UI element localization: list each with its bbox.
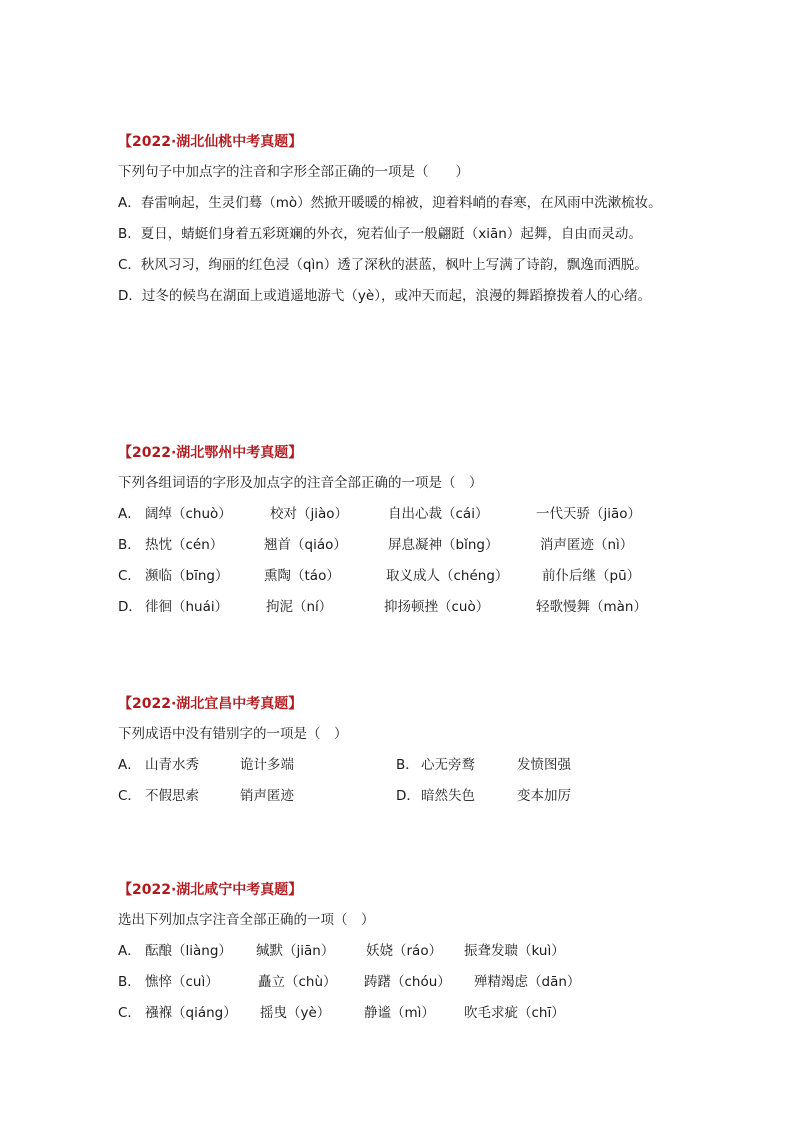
option-item: 抑扬顿挫（cuò） bbox=[384, 599, 490, 615]
option-label: A． bbox=[118, 757, 141, 773]
option-label: C． bbox=[118, 568, 141, 584]
option-label: C． bbox=[118, 788, 141, 804]
option-item: 热忱（cén） bbox=[145, 537, 224, 553]
question-source: 【2022·湖北仙桃中考真题】 bbox=[118, 134, 303, 150]
question-stem: 选出下列加点字注音全部正确的一项（ ） bbox=[118, 912, 375, 928]
question-source: 【2022·湖北鄂州中考真题】 bbox=[118, 445, 303, 461]
option-item: 翘首（qiáo） bbox=[264, 537, 347, 553]
option-item: 销声匿迹 bbox=[240, 788, 294, 804]
question-source: 【2022·湖北宜昌中考真题】 bbox=[118, 696, 303, 712]
option-item: 吹毛求疵（chī） bbox=[464, 1005, 565, 1021]
option-label: B． bbox=[118, 974, 141, 990]
option-item: 静谧（mì） bbox=[364, 1005, 435, 1021]
option-item: 消声匿迹（nì） bbox=[540, 537, 634, 553]
option-item: 踌躇（chóu） bbox=[364, 974, 451, 990]
option-item: 濒临（bīng） bbox=[145, 568, 229, 584]
option-item: 振聋发聩（kuì） bbox=[464, 943, 565, 959]
option-item: 拘泥（ní） bbox=[266, 599, 333, 615]
option-label: A． bbox=[118, 506, 141, 522]
option-item: 摇曳（yè） bbox=[260, 1005, 331, 1021]
option-b bbox=[118, 530, 688, 561]
option-item: 不假思索 bbox=[145, 788, 199, 804]
option-label: A． bbox=[118, 943, 141, 959]
option-item: 襁褓（qiáng） bbox=[145, 1005, 237, 1021]
option-label: B． bbox=[118, 537, 141, 553]
option-item: 前仆后继（pū） bbox=[542, 568, 641, 584]
question-3 bbox=[118, 693, 688, 812]
option-a bbox=[118, 936, 688, 967]
option-item: 屏息凝神（bǐng） bbox=[388, 537, 499, 553]
option-item: 酝酿（liàng） bbox=[145, 943, 232, 959]
question-1 bbox=[118, 131, 688, 312]
option-label: D． bbox=[118, 599, 142, 615]
option-item: 心无旁鹜 bbox=[421, 757, 475, 773]
option-c bbox=[118, 998, 688, 1029]
question-stem: 下列各组词语的字形及加点字的注音全部正确的一项是（ ） bbox=[118, 475, 483, 491]
option-label: D． bbox=[396, 788, 420, 804]
question-stem: 下列成语中没有错别字的一项是（ ） bbox=[118, 726, 348, 742]
option-row-ab bbox=[118, 750, 688, 781]
option-item: 取义成人（chéng） bbox=[386, 568, 509, 584]
question-source: 【2022·湖北咸宁中考真题】 bbox=[118, 882, 303, 898]
option-item: 徘徊（huái） bbox=[145, 599, 229, 615]
option-item: 诡计多端 bbox=[240, 757, 294, 773]
option-item: 校对（jiào） bbox=[270, 506, 349, 522]
question-4 bbox=[118, 879, 688, 1029]
option-d bbox=[118, 592, 688, 623]
question-2 bbox=[118, 442, 688, 623]
question-stem: 下列句子中加点字的注音和字形全部正确的一项是（ ） bbox=[118, 164, 469, 180]
option-item: 一代天骄（jiāo） bbox=[536, 506, 642, 522]
option-item: 变本加厉 bbox=[517, 788, 571, 804]
option-item: 缄默（jiān） bbox=[256, 943, 335, 959]
option-item: 殚精竭虑（dān） bbox=[474, 974, 581, 990]
option-item: 憔悴（cuì） bbox=[145, 974, 219, 990]
option-item: 山青水秀 bbox=[145, 757, 199, 773]
option-item: 自出心裁（cái） bbox=[388, 506, 489, 522]
option-a bbox=[118, 499, 688, 530]
option-item: 发愤图强 bbox=[517, 757, 571, 773]
option-c bbox=[118, 561, 688, 592]
option-item: 暗然失色 bbox=[421, 788, 475, 804]
option-item: 轻歌慢舞（màn） bbox=[536, 599, 647, 615]
option-item: 妖娆（ráo） bbox=[366, 943, 443, 959]
option-d: D．过冬的候鸟在湖面上或逍遥地游弋（yè），或冲天而起，浪漫的舞蹈撩拨着人的心绪。 bbox=[118, 288, 651, 304]
option-item: 熏陶（táo） bbox=[264, 568, 340, 584]
option-item: 矗立（chù） bbox=[258, 974, 337, 990]
option-item: 阔绰（chuò） bbox=[145, 506, 232, 522]
option-a: A．春雷响起，生灵们蓦（mò）然掀开暖暖的棉被，迎着料峭的春寒，在风雨中洗漱梳妆。 bbox=[118, 195, 662, 211]
option-label: C． bbox=[118, 1005, 141, 1021]
option-b: B．夏日，蜻蜓们身着五彩斑斓的外衣，宛若仙子一般翩跹（xiān）起舞，自由而灵动。 bbox=[118, 226, 642, 242]
option-b bbox=[118, 967, 688, 998]
option-c: C．秋风习习，绚丽的红色浸（qìn）透了深秋的湛蓝，枫叶上写满了诗韵，飘逸而洒脱。 bbox=[118, 257, 648, 273]
option-row-cd bbox=[118, 781, 688, 812]
option-label: B． bbox=[396, 757, 419, 773]
